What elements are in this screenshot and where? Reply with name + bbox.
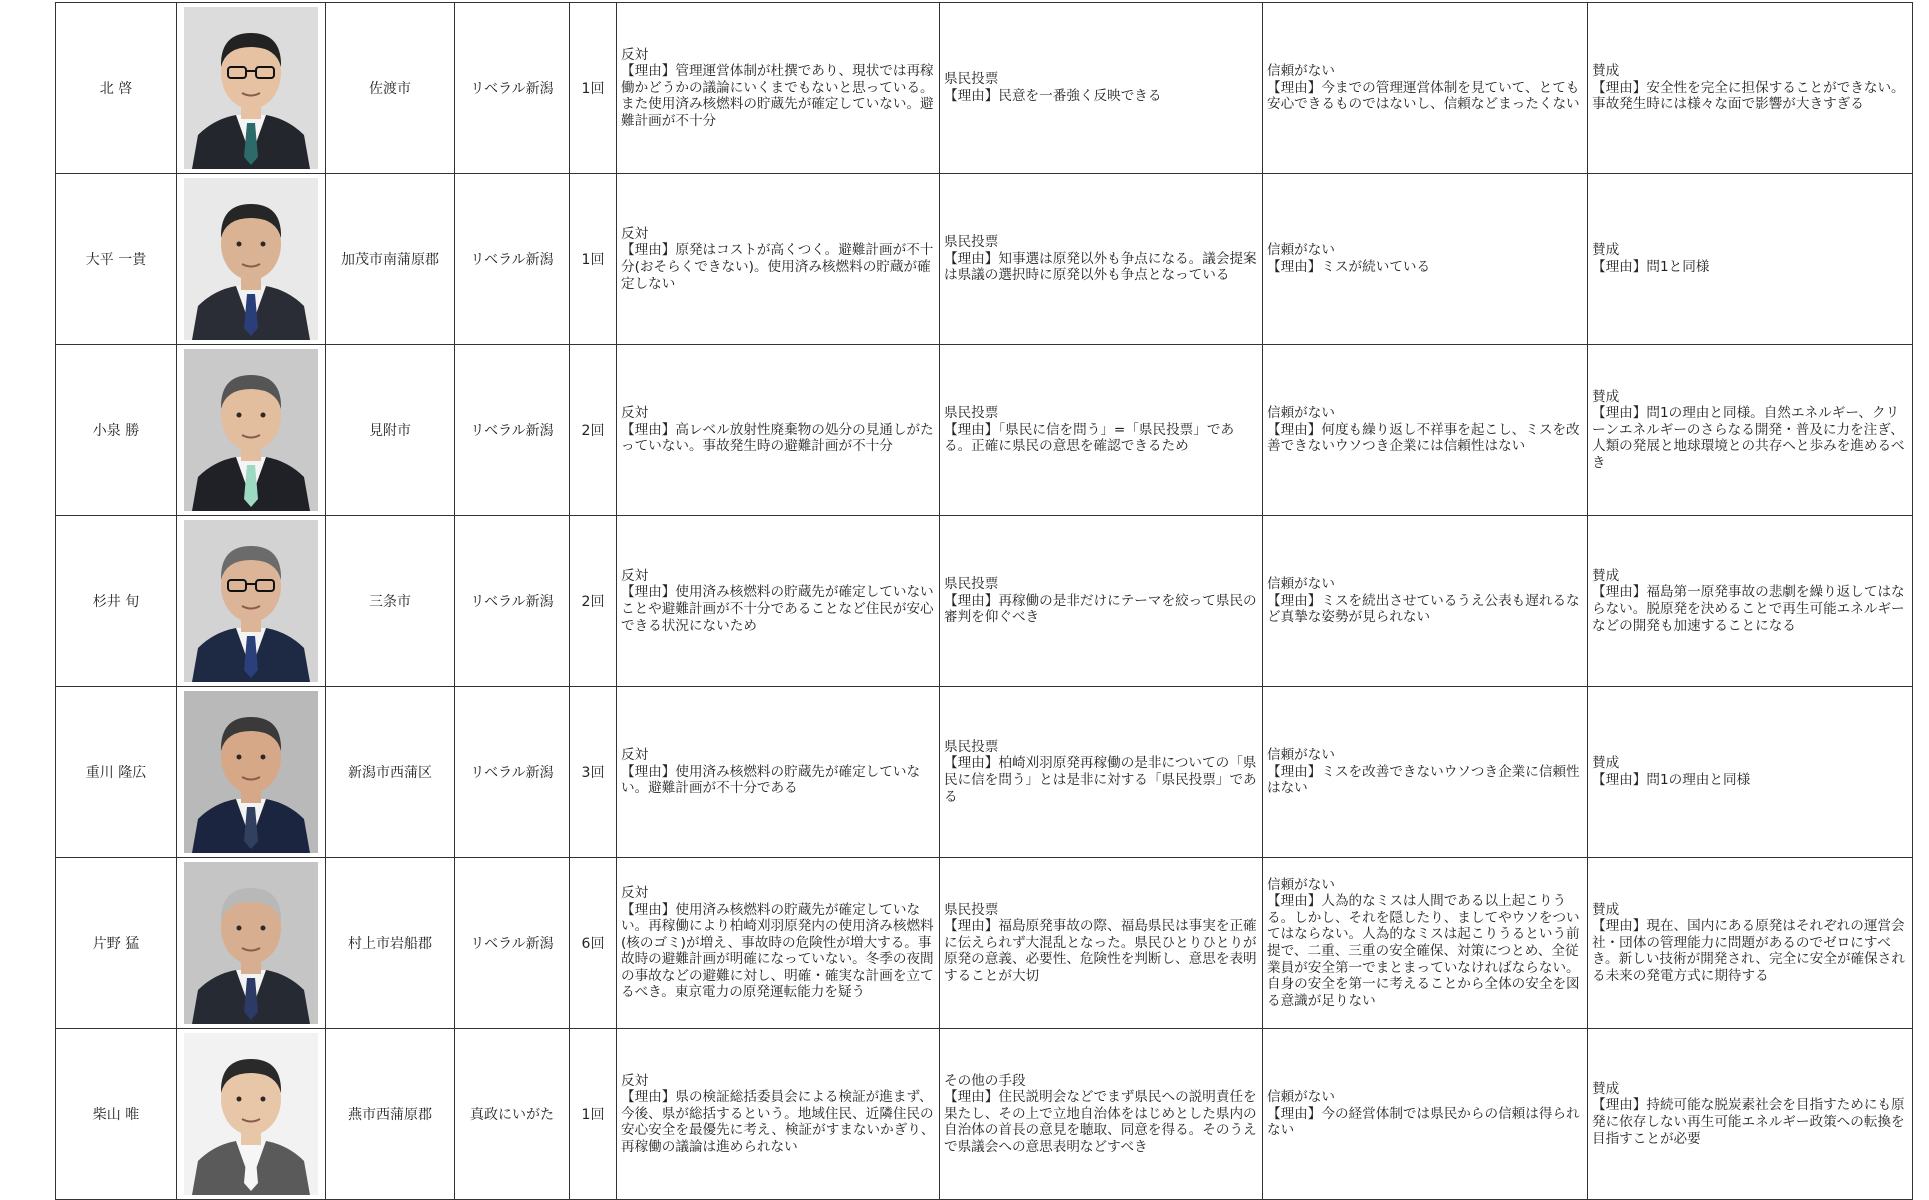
answer-q4 bbox=[1588, 345, 1913, 516]
answer-reason: 【理由】今までの管理運営体制を見ていて、とても安心できるものではないし、信頼などまったくない bbox=[1267, 79, 1580, 113]
answer-choice: その他の手段 bbox=[944, 1072, 1026, 1089]
answer-reason: 【理由】管理運営体制が杜撰であり、現状では再稼働かどうかの議論にいくまでもないと思っている。また使用済み核燃料の貯蔵先が確定していない。避難計画が不十分 bbox=[621, 63, 934, 129]
party: リベラル新潟 bbox=[455, 174, 570, 345]
candidate-name: 大平 一貴 bbox=[56, 174, 177, 345]
terms-served: 1回 bbox=[570, 1029, 617, 1200]
answer-q1 bbox=[617, 3, 940, 174]
answer-choice: 信頼がない bbox=[1267, 576, 1335, 593]
answer-choice: 県民投票 bbox=[944, 405, 999, 422]
table-row bbox=[56, 345, 1913, 516]
terms-served: 2回 bbox=[570, 345, 617, 516]
party: リベラル新潟 bbox=[455, 858, 570, 1029]
candidate-photo bbox=[184, 178, 318, 340]
table-row bbox=[56, 516, 1913, 687]
eye-right bbox=[261, 926, 266, 931]
answer-reason: 【理由】ミスを続出させているうえ公表も遅れるなど真摯な姿勢が見られない bbox=[1267, 592, 1580, 626]
answer-choice: 県民投票 bbox=[944, 71, 999, 88]
answer-reason: 【理由】ミスを改善できないウソつき企業に信頼性はない bbox=[1267, 763, 1580, 797]
table-row bbox=[56, 858, 1913, 1029]
eye-left bbox=[237, 926, 242, 931]
answer-q4 bbox=[1588, 1029, 1913, 1200]
answer-q1 bbox=[617, 345, 940, 516]
answer-q1 bbox=[617, 516, 940, 687]
answer-reason: 【理由】県の検証総括委員会による検証が進まず、今後、県が総括するという。地域住民、近隣住民の安心安全を最優先に考え、検証がすまないかぎり、再稼働の議論は進められない bbox=[621, 1089, 935, 1155]
answer-q3 bbox=[1263, 3, 1588, 174]
answer-reason: 【理由】使用済み核燃料の貯蔵先が確定していないことや避難計画が不十分であることなど住民が安心できる状況にないため bbox=[621, 584, 934, 634]
answer-q3 bbox=[1263, 516, 1588, 687]
candidate-photo bbox=[184, 520, 318, 682]
answer-choice: 賛成 bbox=[1592, 567, 1620, 584]
constituency: 見附市 bbox=[326, 345, 455, 516]
candidate-photo bbox=[184, 7, 318, 169]
answer-reason: 【理由】問1と同様 bbox=[1592, 259, 1710, 275]
constituency: 加茂市南蒲原郡 bbox=[326, 174, 455, 345]
answer-q3 bbox=[1263, 345, 1588, 516]
constituency: 新潟市西蒲区 bbox=[326, 687, 455, 858]
answer-choice: 信頼がない bbox=[1267, 1089, 1335, 1106]
answer-choice: 信頼がない bbox=[1267, 876, 1335, 893]
eye-left bbox=[237, 755, 242, 760]
answer-choice: 賛成 bbox=[1592, 63, 1620, 80]
answer-choice: 反対 bbox=[621, 46, 649, 63]
answer-reason: 【理由】問1の理由と同様。自然エネルギー、クリーンエネルギーのさらなる開発・普及に力を注ぎ、人類の発展と地球環境との共存へと歩みを進めるべき bbox=[1592, 405, 1905, 471]
table-row bbox=[56, 3, 1913, 174]
answer-choice: 反対 bbox=[621, 225, 649, 242]
answer-reason: 【理由】安全性を完全に担保することができない。事故発生時には様々な面で影響が大きすぎる bbox=[1592, 79, 1905, 113]
answer-choice: 反対 bbox=[621, 747, 649, 764]
answer-choice: 信頼がない bbox=[1267, 747, 1335, 764]
answer-choice: 反対 bbox=[621, 1072, 649, 1089]
answer-choice: 県民投票 bbox=[944, 901, 999, 918]
answer-q4 bbox=[1588, 687, 1913, 858]
terms-served: 2回 bbox=[570, 516, 617, 687]
answer-choice: 反対 bbox=[621, 567, 649, 584]
answer-choice: 県民投票 bbox=[944, 234, 999, 251]
answer-choice: 信頼がない bbox=[1267, 242, 1335, 259]
eye-right bbox=[261, 413, 266, 418]
candidate-photo bbox=[184, 349, 318, 511]
party: 真政にいがた bbox=[455, 1029, 570, 1200]
answer-q2 bbox=[940, 1029, 1263, 1200]
answer-q2 bbox=[940, 687, 1263, 858]
candidate-photo bbox=[184, 862, 318, 1024]
answer-q3 bbox=[1263, 858, 1588, 1029]
party: リベラル新潟 bbox=[455, 516, 570, 687]
candidate-survey-table bbox=[55, 2, 1913, 1200]
party: リベラル新潟 bbox=[455, 345, 570, 516]
answer-choice: 賛成 bbox=[1592, 1080, 1620, 1097]
candidate-name: 重川 隆広 bbox=[56, 687, 177, 858]
answer-reason: 【理由】福島原発事故の際、福島県民は事実を正確に伝えられず大混乱となった。県民ひとりひとりが原発の意義、必要性、危険性を判断し、意思を表明することが大切 bbox=[944, 918, 1257, 984]
eye-left bbox=[237, 1097, 242, 1102]
answer-reason: 【理由】高レベル放射性廃棄物の処分の見通しがたっていない。事故発生時の避難計画が不十分 bbox=[621, 421, 934, 455]
answer-q3 bbox=[1263, 174, 1588, 345]
terms-served: 1回 bbox=[570, 174, 617, 345]
candidate-photo bbox=[184, 1033, 318, 1195]
answer-choice: 賛成 bbox=[1592, 901, 1620, 918]
candidate-photo bbox=[184, 691, 318, 853]
answer-q1 bbox=[617, 174, 940, 345]
constituency: 佐渡市 bbox=[326, 3, 455, 174]
terms-served: 1回 bbox=[570, 3, 617, 174]
answer-q2 bbox=[940, 516, 1263, 687]
answer-q2 bbox=[940, 3, 1263, 174]
table-row bbox=[56, 174, 1913, 345]
answer-reason: 【理由】知事選は原発以外も争点になる。議会提案は県議の選択時に原発以外も争点となっている bbox=[944, 250, 1257, 284]
answer-reason: 【理由】民意を一番強く反映できる bbox=[944, 88, 1162, 104]
terms-served: 6回 bbox=[570, 858, 617, 1029]
answer-q4 bbox=[1588, 516, 1913, 687]
answer-reason: 【理由】ミスが続いている bbox=[1267, 259, 1431, 275]
eye-left bbox=[237, 242, 242, 247]
answer-reason: 【理由】住民説明会などでまず県民への説明責任を果たし、その上で立地自治体をはじめとした県内の自治体の首長の意見を聴取、同意を得る。そのうえで県議会への意思表明などすべき bbox=[944, 1089, 1257, 1155]
constituency: 燕市西蒲原郡 bbox=[326, 1029, 455, 1200]
answer-reason: 【理由】何度も繰り返し不祥事を起こし、ミスを改善できないウソつき企業には信頼性はない bbox=[1267, 421, 1580, 455]
answer-reason: 【理由】現在、国内にある原発はそれぞれの運営会社・団体の管理能力に問題があるのでゼロにすべき。新しい技術が開発され、完全に安全が確保される未来の発電方式に期待する bbox=[1592, 918, 1905, 984]
terms-served: 3回 bbox=[570, 687, 617, 858]
answer-q1 bbox=[617, 687, 940, 858]
answer-reason: 【理由】再稼働の是非だけにテーマを絞って県民の審判を仰ぐべき bbox=[944, 592, 1257, 626]
answer-q4 bbox=[1588, 858, 1913, 1029]
answer-choice: 信頼がない bbox=[1267, 405, 1335, 422]
eye-right bbox=[261, 1097, 266, 1102]
answer-q2 bbox=[940, 345, 1263, 516]
answer-choice: 賛成 bbox=[1592, 242, 1620, 259]
eye-left bbox=[237, 413, 242, 418]
answer-choice: 反対 bbox=[621, 405, 649, 422]
answer-choice: 反対 bbox=[621, 884, 649, 901]
answer-reason: 【理由】人為的なミスは人間である以上起こりうる。しかし、それを隠したり、ましてやウソをついてはならない。人為的なミスは起こりうるという前提で、二重、三重の安全確保、対策につとめ、全従業員が安全第一でまとまっていなければならない。自身の安全を第一に考えることから全体の安全を図る意識が足りない bbox=[1267, 893, 1580, 1009]
answer-choice: 信頼がない bbox=[1267, 63, 1335, 80]
answer-q3 bbox=[1263, 687, 1588, 858]
answer-q1 bbox=[617, 1029, 940, 1200]
candidate-name: 小泉 勝 bbox=[56, 345, 177, 516]
answer-reason: 【理由】今の経営体制では県民からの信頼は得られない bbox=[1267, 1105, 1580, 1139]
candidate-name: 片野 猛 bbox=[56, 858, 177, 1029]
answer-reason: 【理由】使用済み核燃料の貯蔵先が確定していない。再稼働により柏崎刈羽原発内の使用済み核燃料(核のゴミ)が増え、事故時の危険性が増大する。事故時の避難計画が明確になっていない。冬季の夜間の事故などの避難に対し、明確・確実な計画を立てるべき。東京電力の原発運転能力を疑う bbox=[621, 901, 934, 1001]
candidate-name: 柴山 唯 bbox=[56, 1029, 177, 1200]
constituency: 村上市岩船郡 bbox=[326, 858, 455, 1029]
answer-reason: 【理由】福島第一原発事故の悲劇を繰り返してはならない。脱原発を決めることで再生可能エネルギーなどの開発も加速することになる bbox=[1592, 584, 1905, 634]
answer-reason: 【理由】原発はコストが高くつく。避難計画が不十分(おそらくできない)。使用済み核燃料の貯蔵が確定しない bbox=[621, 242, 934, 292]
table-row bbox=[56, 1029, 1913, 1200]
answer-q4 bbox=[1588, 3, 1913, 174]
answer-reason: 【理由】柏崎刈羽原発再稼働の是非についての「県民に信を問う」とは是非に対する「県民投票」である bbox=[944, 755, 1257, 805]
candidate-name: 北 啓 bbox=[56, 3, 177, 174]
answer-reason: 【理由】持続可能な脱炭素社会を目指すためにも原発に依存しない再生可能エネルギー政策への転換を目指すことが必要 bbox=[1592, 1097, 1905, 1147]
answer-q4 bbox=[1588, 174, 1913, 345]
party: リベラル新潟 bbox=[455, 3, 570, 174]
answer-choice: 県民投票 bbox=[944, 576, 999, 593]
table-row bbox=[56, 687, 1913, 858]
answer-reason: 【理由】使用済み核燃料の貯蔵先が確定していない。避難計画が不十分である bbox=[621, 763, 921, 797]
answer-choice: 賛成 bbox=[1592, 755, 1620, 772]
party: リベラル新潟 bbox=[455, 687, 570, 858]
constituency: 三条市 bbox=[326, 516, 455, 687]
answer-q1 bbox=[617, 858, 940, 1029]
answer-choice: 県民投票 bbox=[944, 738, 999, 755]
answer-q3 bbox=[1263, 1029, 1588, 1200]
answer-reason: 【理由】「県民に信を問う」=「県民投票」である。正確に県民の意思を確認できるため bbox=[944, 421, 1235, 455]
candidate-name: 杉井 旬 bbox=[56, 516, 177, 687]
answer-q2 bbox=[940, 858, 1263, 1029]
answer-choice: 賛成 bbox=[1592, 388, 1620, 405]
eye-right bbox=[261, 755, 266, 760]
eye-right bbox=[261, 242, 266, 247]
answer-q2 bbox=[940, 174, 1263, 345]
answer-reason: 【理由】問1の理由と同様 bbox=[1592, 772, 1751, 788]
